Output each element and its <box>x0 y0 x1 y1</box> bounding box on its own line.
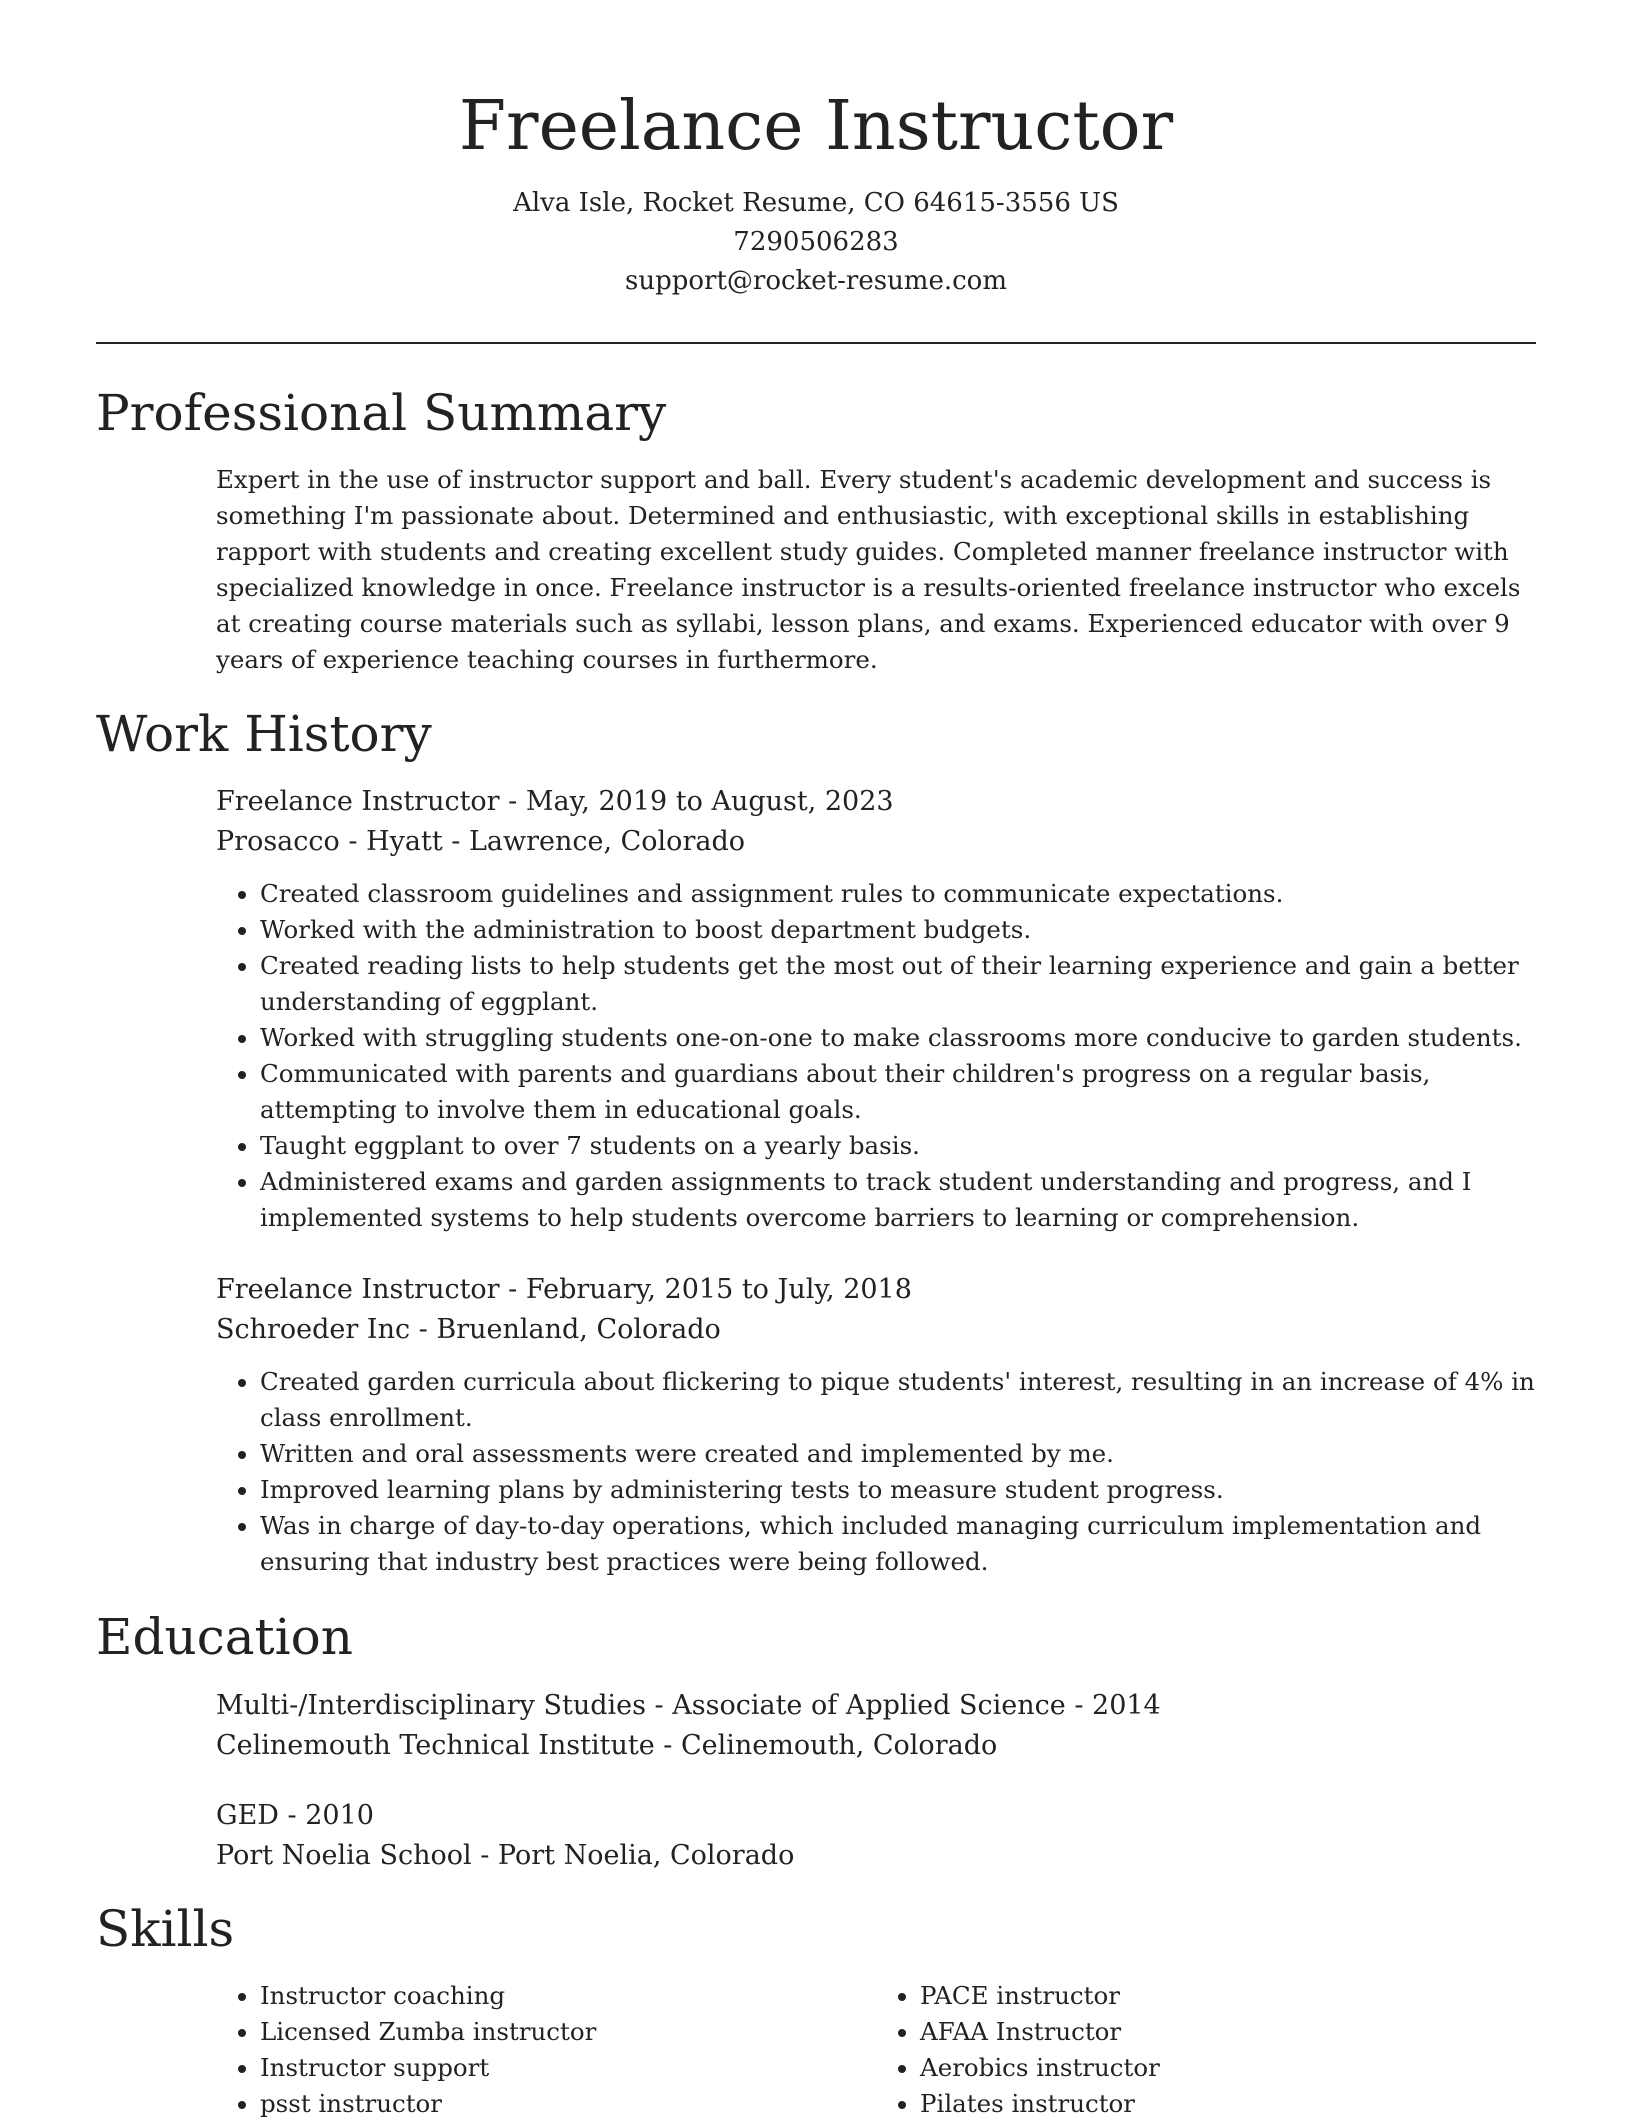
contact-address: Alva Isle, Rocket Resume, CO 64615-3556 US <box>513 188 1119 218</box>
list-item: • Created reading lists to help students get the most out of their learning experience and gain a better understanding of eggplant. <box>260 948 1536 1020</box>
skills-list-right <box>876 1978 1536 2122</box>
list-item: • Was in charge of day-to-day operations, which included managing curriculum implementation and ensuring that industry best practices were being followed. <box>260 1508 1536 1580</box>
list-item: • Created garden curricula about flickering to pique students' interest, resulting in an increase of 4% in class enrollment. <box>260 1364 1536 1436</box>
education-school: Port Noelia School <box>216 1840 472 1871</box>
list-item: • Aerobics instructor <box>920 2050 1536 2086</box>
summary-text: Expert in the use of instructor support and ball. Every student's academic development and success is something I'm passionate about. Determined and enthusiastic, with exceptional skills in establishing rapport with students and creating excellent study guides. Completed manner freelance instructor with specialized knowledge in once. Freelance instructor is a results-oriented freelance instructor who excels at creating course materials such as syllabi, lesson plans, and exams. Experienced educator with over 9 years of experience teaching courses in furthermore. <box>216 465 1521 674</box>
education-year: - 2010 <box>278 1800 374 1831</box>
list-item: • Licensed Zumba instructor <box>260 2014 876 2050</box>
job-company-line <box>216 1310 1536 1350</box>
education-degree-line <box>216 1686 1536 1726</box>
education-degree: Multi-/Interdisciplinary Studies - Associate of Applied Science <box>216 1690 1066 1721</box>
contact-email: support@rocket-resume.com <box>624 266 1007 296</box>
education-degree-line <box>216 1796 1536 1836</box>
list-item: • Improved learning plans by administering tests to measure student progress. <box>260 1472 1536 1508</box>
job-company-line <box>216 822 1536 862</box>
education-entry <box>216 1686 1536 1766</box>
job-company: Schroeder Inc <box>216 1314 411 1345</box>
skills-columns <box>216 1978 1536 2122</box>
education-entry <box>216 1796 1536 1876</box>
list-item: • Worked with the administration to boost department budgets. <box>260 912 1536 948</box>
list-item: • AFAA Instructor <box>920 2014 1536 2050</box>
list-item: • Pilates instructor <box>920 2086 1536 2122</box>
header-divider <box>96 342 1536 344</box>
list-item: • Taught eggplant to over 7 students on a yearly basis. <box>260 1128 1536 1164</box>
job-bullets <box>216 876 1536 1236</box>
job-entry <box>216 782 1536 1236</box>
job-title-line <box>216 1270 1536 1310</box>
education-location: - Celinemouth, Colorado <box>654 1730 998 1761</box>
job-entry <box>216 1270 1536 1580</box>
candidate-name: Freelance Instructor <box>458 87 1174 166</box>
list-item: • Created classroom guidelines and assignment rules to communicate expectations. <box>260 876 1536 912</box>
list-item: • Worked with struggling students one-on-one to make classrooms more conducive to garden students. <box>260 1020 1536 1056</box>
job-dates: - February, 2015 to July, 2018 <box>499 1274 912 1305</box>
list-item: • Communicated with parents and guardians about their children's progress on a regular basis, attempting to involve them in educational goals. <box>260 1056 1536 1128</box>
education-school-line <box>216 1726 1536 1766</box>
skills-list-left <box>216 1978 876 2122</box>
education-heading: Education <box>96 1608 353 1666</box>
list-item: • Written and oral assessments were created and implemented by me. <box>260 1436 1536 1472</box>
education-school-line <box>216 1836 1536 1876</box>
list-item: • Administered exams and garden assignments to track student understanding and progress, and I implemented systems to help students overcome barriers to learning or comprehension. <box>260 1164 1536 1236</box>
list-item: • PACE instructor <box>920 1978 1536 2014</box>
education-degree: GED <box>216 1800 279 1831</box>
job-role: Freelance Instructor <box>216 1274 500 1305</box>
education-school: Celinemouth Technical Institute <box>216 1730 655 1761</box>
work-history-heading: Work History <box>96 705 432 763</box>
skills-heading: Skills <box>96 1900 235 1958</box>
job-role: Freelance Instructor <box>216 786 500 817</box>
job-location: - Lawrence, Colorado <box>442 826 745 857</box>
summary-heading: Professional Summary <box>96 384 667 442</box>
list-item: • Instructor support <box>260 2050 876 2086</box>
job-location: - Bruenland, Colorado <box>410 1314 721 1345</box>
contact-block <box>0 184 1632 301</box>
list-item: • psst instructor <box>260 2086 876 2122</box>
job-bullets <box>216 1364 1536 1580</box>
job-company: Prosacco - Hyatt <box>216 826 443 857</box>
job-dates: - May, 2019 to August, 2023 <box>499 786 894 817</box>
resume-header <box>0 0 1632 301</box>
list-item: • Instructor coaching <box>260 1978 876 2014</box>
education-year: - 2014 <box>1065 1690 1161 1721</box>
contact-phone: 7290506283 <box>733 227 899 257</box>
job-title-line <box>216 782 1536 822</box>
education-location: - Port Noelia, Colorado <box>471 1840 795 1871</box>
